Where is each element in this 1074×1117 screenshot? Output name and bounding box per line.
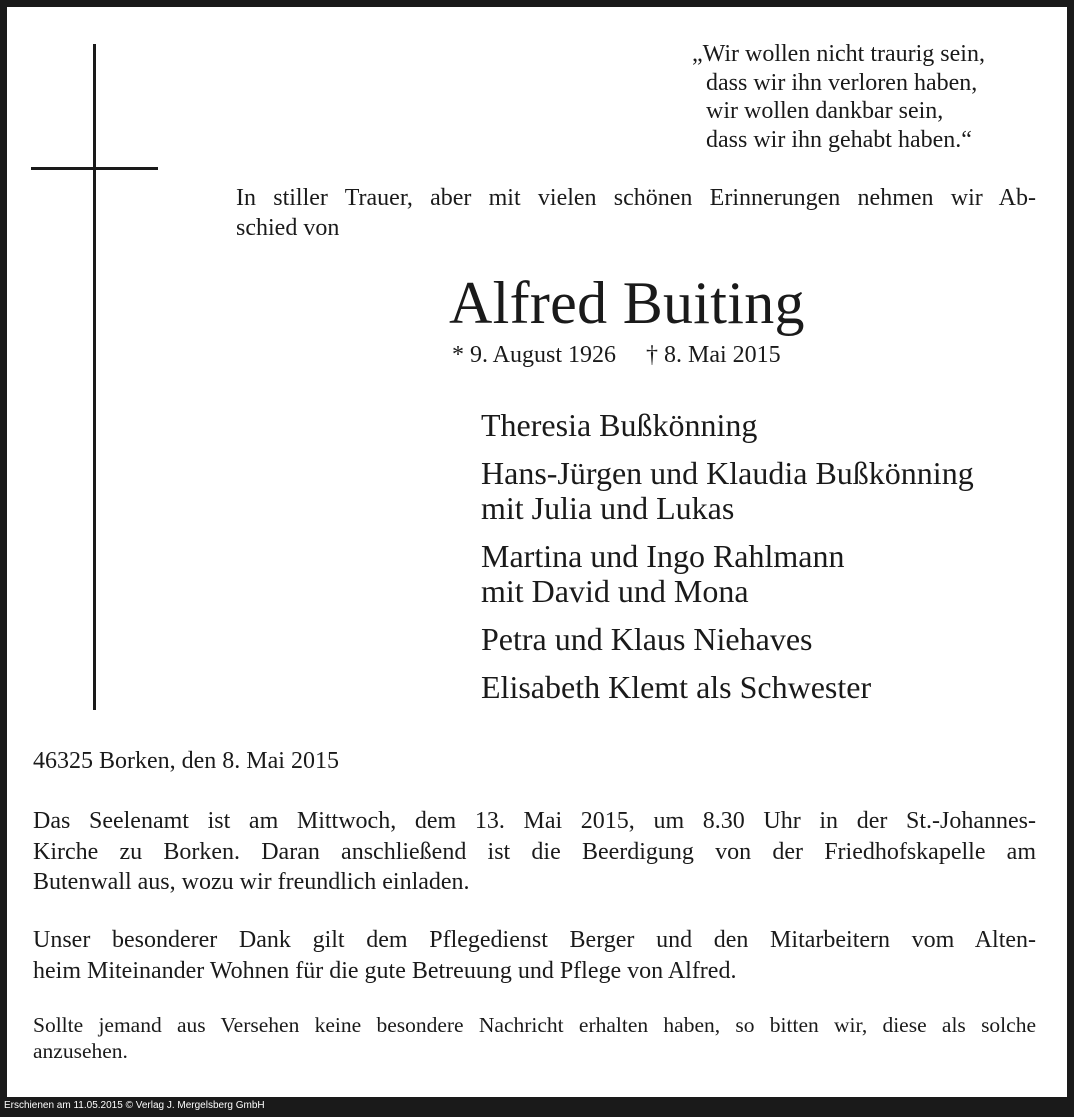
mourner-name: Petra und Klaus Niehaves [481, 621, 813, 657]
notice-line: Sollte jemand aus Versehen keine besondere Nachricht erhalten haben, so bitten wir, diese als solche [33, 1013, 1036, 1037]
quote-line: dass wir ihn gehabt haben.“ [706, 126, 972, 153]
publisher-credit: Erschienen am 11.05.2015 © Verlag J. Mergelsberg GmbH [4, 1100, 265, 1111]
mourner-entry [481, 622, 974, 657]
cross-icon-horizontal-bar [31, 167, 158, 170]
thanks-paragraph [33, 925, 1036, 986]
birth-date: * 9. August 1926 [452, 342, 617, 368]
life-dates [452, 340, 781, 370]
death-date: † 8. Mai 2015 [646, 342, 781, 368]
notice-paragraph [33, 1012, 1036, 1064]
intro-line: schied von [236, 214, 340, 241]
service-line: Kirche zu Borken. Daran anschließend ist die Beerdigung von der Friedhofskapelle am [33, 838, 1036, 865]
service-line: Das Seelenamt ist am Mittwoch, dem 13. Mai 2015, um 8.30 Uhr in der St.-Johannes- [33, 808, 1036, 834]
mourner-name: Martina und Ingo Rahlmann [481, 538, 845, 574]
memorial-quote [692, 40, 985, 154]
service-announcement [33, 806, 1036, 898]
thanks-line: heim Miteinander Wohnen für die gute Betreuung und Pflege von Alfred. [33, 957, 737, 984]
thanks-line: Unser besonderer Dank gilt dem Pflegedienst Berger und den Mitarbeitern vom Alten- [33, 927, 1036, 953]
mourner-children: mit David und Mona [481, 573, 749, 609]
mourner-name: Elisabeth Klemt als Schwester [481, 669, 872, 705]
intro-line: In stiller Trauer, aber mit vielen schönen Erinnerungen nehmen wir Ab- [236, 185, 1036, 211]
mourner-list [481, 408, 974, 718]
quote-line: wir wollen dankbar sein, [706, 98, 944, 124]
intro-text [236, 184, 1036, 243]
place-and-date: 46325 Borken, den 8. Mai 2015 [33, 748, 339, 774]
mourner-name: Hans-Jürgen und Klaudia Bußkönning [481, 455, 974, 491]
mourner-children: mit Julia und Lukas [481, 490, 735, 526]
deceased-name: Alfred Buiting [449, 270, 805, 336]
mourner-entry [481, 670, 974, 705]
cross-icon-vertical-bar [93, 44, 96, 710]
quote-line: dass wir ihn verloren haben, [706, 69, 978, 96]
mourner-entry [481, 539, 974, 609]
quote-line: „Wir wollen nicht traurig sein, [692, 41, 985, 67]
service-line: Butenwall aus, wozu wir freundlich einladen. [33, 869, 470, 895]
mourner-entry [481, 408, 974, 443]
mourner-entry [481, 456, 974, 526]
notice-line: anzusehen. [33, 1039, 128, 1063]
mourner-name: Theresia Bußkönning [481, 407, 758, 443]
